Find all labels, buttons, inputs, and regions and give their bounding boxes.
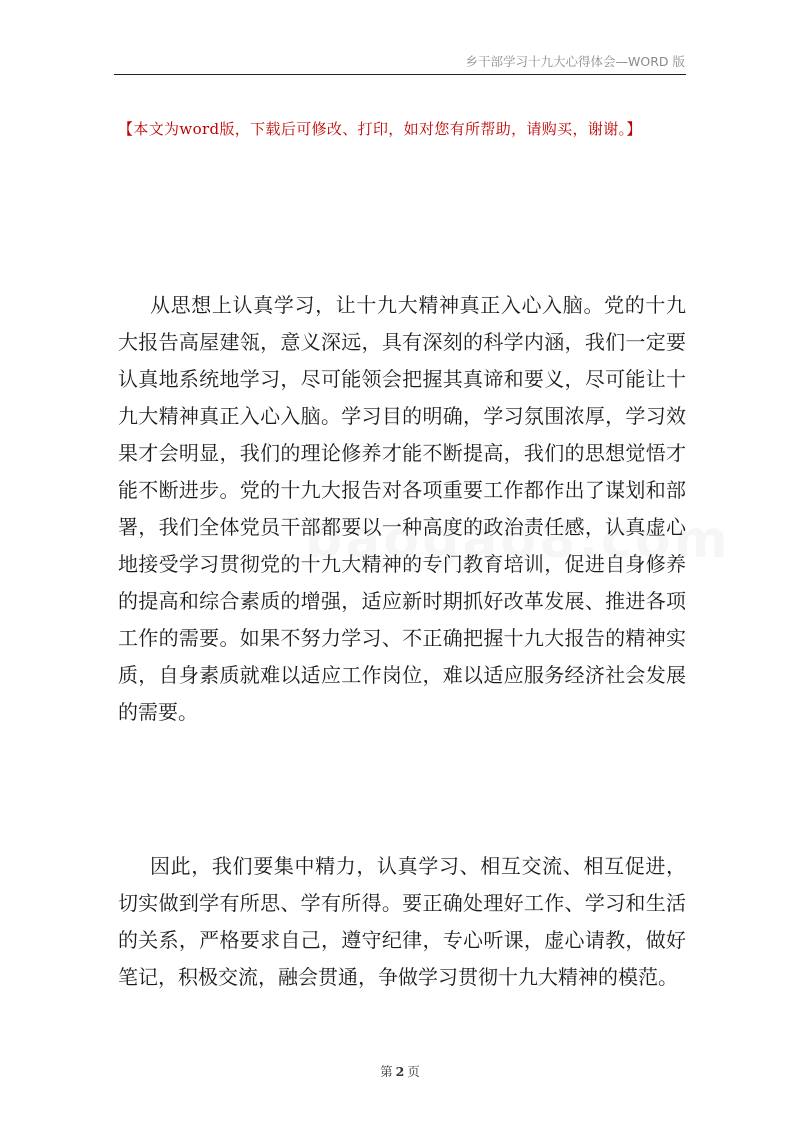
footer-suffix: 页	[407, 1064, 420, 1079]
body-paragraph-2: 因此，我们要集中精力，认真学习、相互交流、相互促进，切实做到学有所思、学有所得。要正确处理好工作、学习和生活的关系，严格要求自己，遵守纪律，专心听课，虚心请教，做好笔记，积极交流，融会贯通，争做学习贯彻十九大精神的模范。	[118, 854, 686, 989]
download-notice: 【本文为word版，下载后可修改、打印，如对您有所帮助，请购买，谢谢。】	[118, 120, 642, 138]
header-divider	[114, 74, 686, 75]
page-number: 2	[395, 1064, 405, 1079]
footer-prefix: 第	[380, 1064, 393, 1079]
body-paragraph-1: 从思想上认真学习，让十九大精神真正入心入脑。党的十九大报告高屋建瓴，意义深远，具有深刻的科学内涵，我们一定要认真地系统地学习，尽可能领会把握其真谛和要义，尽可能让十九大精神真正入心入脑。学习目的明确，学习氛围浓厚，学习效果才会明显，我们的理论修养才能不断提高，我们的思想觉悟才能不断进步。党的十九大报告对各项重要工作都作出了谋划和部署，我们全体党员干部都要以一种高度的政治责任感，认真虚心地接受学习贯彻党的十九大精神的专门教育培训，促进自身修养的提高和综合素质的增强，适应新时期抓好改革发展、推进各项工作的需要。如果不努力学习、不正确把握十九大报告的精神实质，自身素质就难以适应工作岗位，难以适应服务经济社会发展的需要。	[118, 293, 686, 724]
page-footer	[0, 1062, 800, 1080]
page-header-title: 乡干部学习十九大心得体会—WORD 版	[465, 54, 685, 69]
